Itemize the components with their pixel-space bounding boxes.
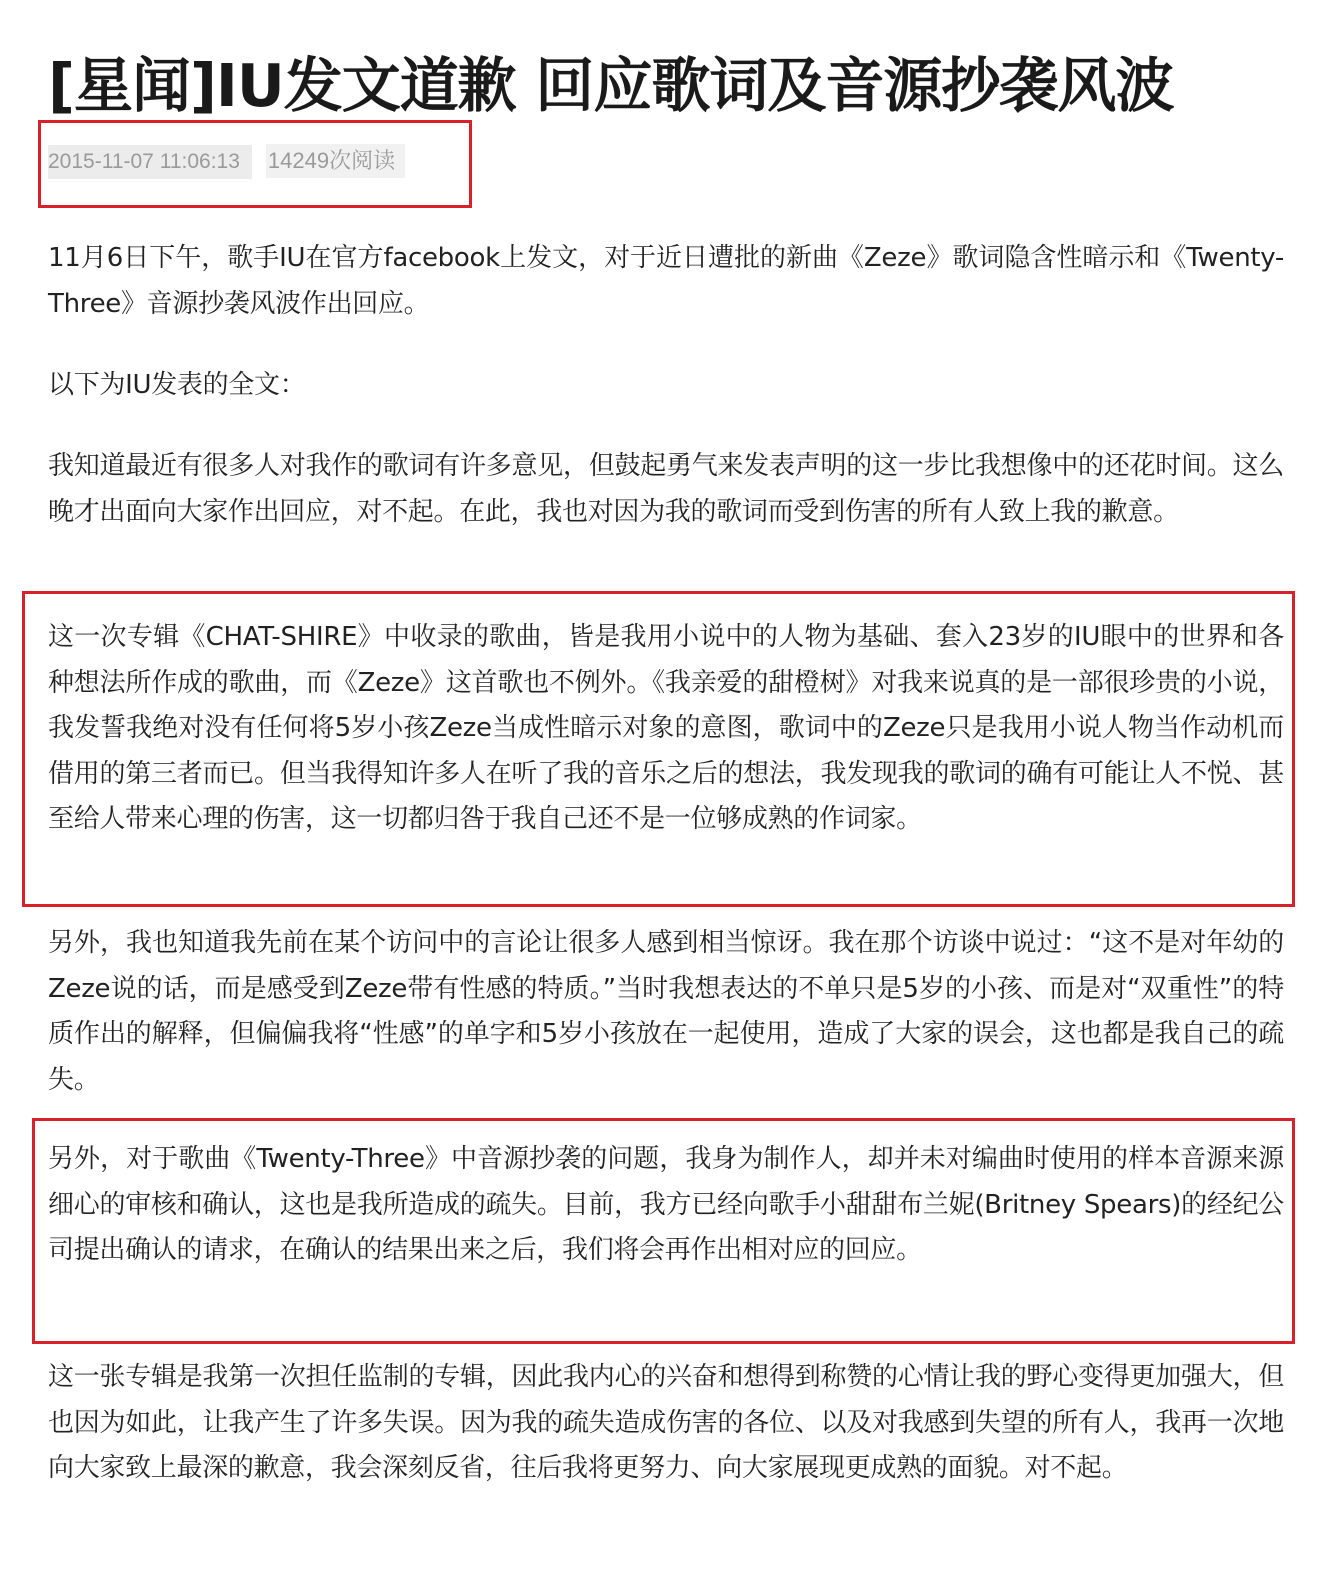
- paragraph-closing: 这一张专辑是我第一次担任监制的专辑，因此我内心的兴奋和想得到称赞的心情让我的野心变得更加强大，但也因为如此，让我产生了许多失误。因为我的疏失造成伤害的各位、以及对我感到失望的所有人，我再一次地向大家致上最深的歉意，我会深刻反省，往后我将更努力、向大家展现更成熟的面貌。对不起。: [48, 1362, 1284, 1483]
- paragraph-apology: 我知道最近有很多人对我作的歌词有许多意见，但鼓起勇气来发表声明的这一步比我想像中的还花时间。这么晚才出面向大家作出回应，对不起。在此，我也对因为我的歌词而受到伤害的所有人致上我的歉意。: [48, 451, 1284, 527]
- paragraph-plagiarism: 另外，对于歌曲《Twenty-Three》中音源抄袭的问题，我身为制作人，却并未对编曲时使用的样本音源来源细心的审核和确认，这也是我所造成的疏失。目前，我方已经向歌手小甜甜布兰妮(Britney Spears)的经纪公司提出确认的请求，在确认的结果出来之后，我们将会再作出相对应的回应。: [48, 1144, 1284, 1265]
- read-count: 14249次阅读: [266, 144, 405, 178]
- paragraph-intro: 11月6日下午，歌手IU在官方facebook上发文，对于近日遭批的新曲《Zeze》歌词隐含性暗示和《Twenty-Three》音源抄袭风波作出回应。: [48, 243, 1284, 319]
- publish-date: 2015-11-07 11:06:13: [48, 145, 252, 179]
- article-title: [星闻]IU发文道歉 回应歌词及音源抄袭风波: [48, 51, 1174, 120]
- paragraph-zeze: 这一次专辑《CHAT-SHIRE》中收录的歌曲，皆是我用小说中的人物为基础、套入23岁的IU眼中的世界和各种想法所作成的歌曲，而《Zeze》这首歌也不例外。《我亲爱的甜橙树》对我来说真的是一部很珍贵的小说，我发誓我绝对没有任何将5岁小孩Zeze当成性暗示对象的意图，歌词中的Zeze只是我用小说人物当作动机而借用的第三者而已。但当我得知许多人在听了我的音乐之后的想法，我发现我的歌词的确有可能让人不悦、甚至给人带来心理的伤害，这一切都归咎于我自己还不是一位够成熟的作词家。: [48, 622, 1284, 834]
- article-meta: [48, 144, 405, 178]
- paragraph-lead: 以下为IU发表的全文：: [48, 370, 306, 400]
- paragraph-interview: 另外，我也知道我先前在某个访问中的言论让很多人感到相当惊讶。我在那个访谈中说过：“这不是对年幼的Zeze说的话，而是感受到Zeze带有性感的特质。”当时我想表达的不单只是5岁的小孩、而是对“双重性”的特质作出的解释，但偏偏我将“性感”的单字和5岁小孩放在一起使用，造成了大家的误会，这也都是我自己的疏失。: [48, 928, 1284, 1095]
